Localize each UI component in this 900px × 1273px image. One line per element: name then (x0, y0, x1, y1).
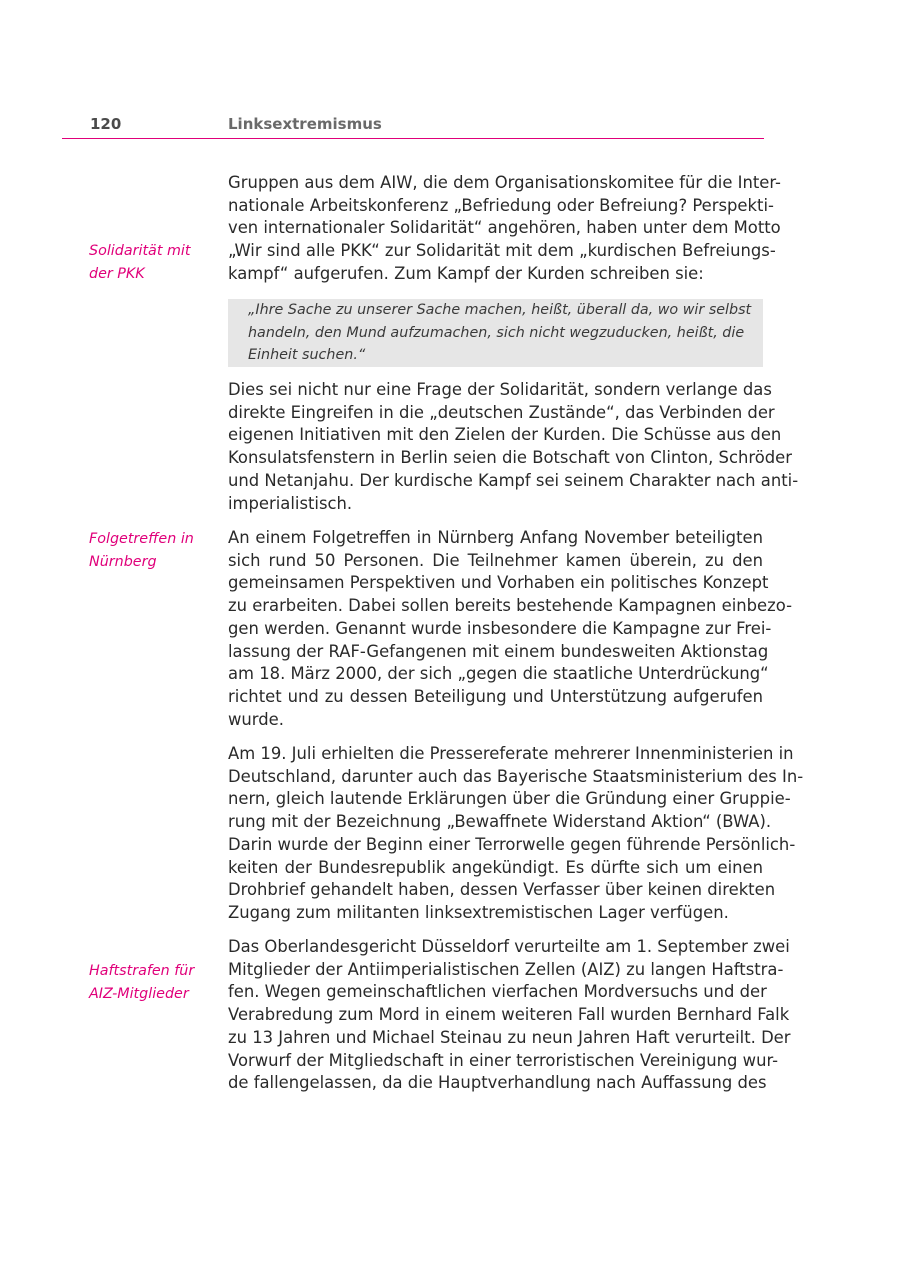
text-line: zu 13 Jahren und Michael Steinau zu neun Jahren Haft verurteilt. Der (228, 1027, 791, 1047)
text-line: Deutschland, darunter auch das Bayerische Staatsministerium des In- (228, 766, 804, 786)
running-header (62, 112, 764, 139)
text-line: „Wir sind alle PKK“ zur Solidarität mit dem „kurdischen Befreiungs- (228, 241, 776, 261)
margin-note-pkk (89, 240, 209, 285)
text-line: Das Oberlandesgericht Düsseldorf verurteilte am 1. September zwei (228, 937, 790, 956)
margin-note-line: Nürnberg (89, 553, 157, 570)
text-line: Vorwurf der Mitgliedschaft in einer terroristischen Vereinigung wur- (228, 1050, 779, 1070)
text-line: Am 19. Juli erhielten die Pressereferate mehrerer Innenministerien in (228, 744, 794, 763)
text-line: Verabredung zum Mord in einem weiteren Fall wurden Bernhard Falk (228, 1005, 790, 1025)
paragraph-2 (228, 379, 799, 515)
text-line: imperialistisch. (228, 493, 353, 513)
paragraph-4 (228, 743, 804, 925)
text-line: Darin wurde der Beginn einer Terrorwelle gegen führende Persönlich- (228, 834, 796, 854)
quote-line: „Ihre Sache zu unserer Sache machen, heißt, überall da, wo wir selbst (248, 302, 752, 318)
text-line: zu erarbeiten. Dabei sollen bereits bestehende Kampagnen einbezo- (228, 596, 792, 616)
text-line: Gruppen aus dem AIW, die dem Organisationskomitee für die Inter- (228, 173, 781, 192)
margin-note-line: der PKK (89, 265, 145, 282)
text-line: rung mit der Bezeichnung „Bewaffnete Widerstand Aktion“ (BWA). (228, 812, 772, 832)
text-line: sich rund 50 Personen. Die Teilnehmer kamen überein, zu den (228, 550, 763, 570)
text-line: nern, gleich lautende Erklärungen über die Gründung einer Gruppie- (228, 789, 791, 809)
text-line: keiten der Bundesrepublik angekündigt. Es dürfte sich um einen (228, 857, 763, 877)
paragraph-3 (228, 527, 792, 731)
text-line: Mitglieder der Antiimperialistischen Zellen (AIZ) zu langen Haftstra- (228, 959, 784, 979)
text-line: Konsulatsfenstern in Berlin seien die Botschaft von Clinton, Schröder (228, 448, 792, 468)
margin-note-aiz (89, 960, 209, 1005)
margin-note-line: Folgetreffen in (89, 531, 194, 547)
text-line: Drohbrief gehandelt haben, dessen Verfasser über keinen direkten (228, 880, 776, 900)
margin-note-line: AIZ-Mitglieder (89, 985, 189, 1002)
chapter-title: Linksextremismus (228, 115, 382, 133)
text-line: Zugang zum militanten linksextremistischen Lager verfügen. (228, 902, 729, 922)
margin-note-line: Solidarität mit (89, 243, 191, 259)
text-line: Dies sei nicht nur eine Frage der Solidarität, sondern verlange das (228, 380, 772, 399)
text-line: am 18. März 2000, der sich „gegen die staatliche Unterdrückung“ (228, 664, 769, 684)
quote-line: Einheit suchen.“ (248, 347, 366, 363)
text-line: ven internationaler Solidarität“ angehören, haben unter dem Motto (228, 218, 781, 238)
page-number: 120 (90, 115, 122, 133)
text-line: de fallengelassen, da die Hauptverhandlung nach Auffassung des (228, 1073, 767, 1093)
text-line: gen werden. Genannt wurde insbesondere die Kampagne zur Frei- (228, 618, 772, 638)
text-line: richtet und zu dessen Beteiligung und Unterstützung aufgerufen (228, 686, 763, 706)
text-line: und Netanjahu. Der kurdische Kampf sei seinem Charakter nach anti- (228, 470, 799, 490)
text-line: gemeinsamen Perspektiven und Vorhaben ein politisches Konzept (228, 573, 769, 593)
text-line: eigenen Initiativen mit den Zielen der Kurden. Die Schüsse aus den (228, 425, 782, 445)
quote-line: handeln, den Mund aufzumachen, sich nicht wegzuducken, heißt, die (248, 324, 745, 341)
text-line: kampf“ aufgerufen. Zum Kampf der Kurden schreiben sie: (228, 263, 704, 283)
text-line: nationale Arbeitskonferenz „Befriedung oder Befreiung? Perspekti- (228, 195, 774, 215)
text-line: wurde. (228, 709, 284, 729)
text-line: direkte Eingreifen in die „deutschen Zustände“, das Verbinden der (228, 402, 775, 422)
text-line: fen. Wegen gemeinschaftlichen vierfachen Mordversuchs und der (228, 982, 767, 1002)
text-line: lassung der RAF-Gefangenen mit einem bundesweiten Aktionstag (228, 641, 769, 661)
margin-note-line: Haftstrafen für (89, 963, 195, 979)
quote-box (228, 299, 763, 367)
margin-note-nuernberg (89, 528, 209, 573)
paragraph-1 (228, 172, 781, 286)
paragraph-5 (228, 936, 791, 1095)
text-line: An einem Folgetreffen in Nürnberg Anfang November beteiligten (228, 528, 763, 547)
